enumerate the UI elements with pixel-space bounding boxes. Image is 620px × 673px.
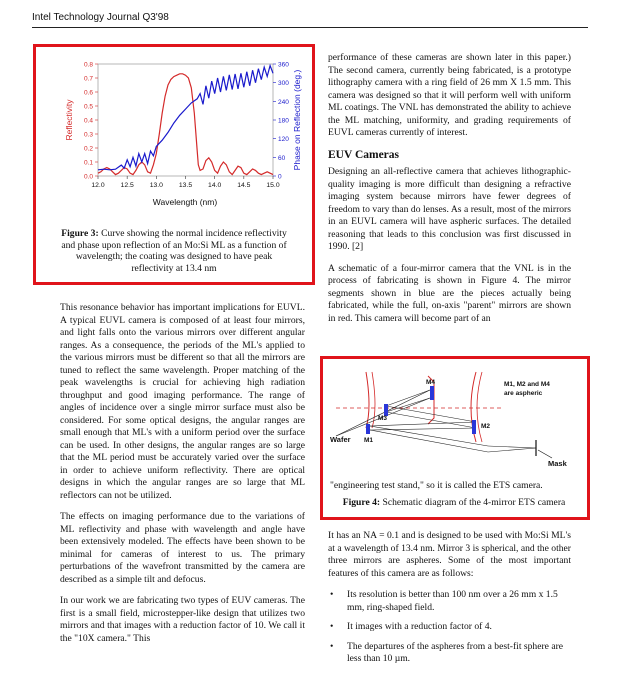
- figure-4-caption-label: Figure 4:: [342, 497, 381, 508]
- journal-header: Intel Technology Journal Q3'98: [32, 12, 169, 23]
- bullet-glyph: •: [330, 640, 334, 652]
- bullet-text: The departures of the aspheres from a best-fit sphere are less than 10 µm.: [347, 640, 564, 664]
- x-tick-label: 12.0: [91, 182, 105, 189]
- y-tick-label: 0.4: [83, 117, 93, 125]
- bullet-glyph: •: [330, 589, 334, 600]
- figure-3-chart: [40, 52, 308, 212]
- left-column: [60, 302, 305, 654]
- parent-mirror-right-inner: [477, 372, 482, 442]
- figure-3-caption: [58, 228, 290, 274]
- x-tick-label: 12.5: [120, 182, 134, 189]
- bullet-glyph: •: [330, 621, 334, 632]
- figure-4-diagram: [326, 362, 584, 474]
- y2-tick-label: 120: [278, 136, 289, 144]
- y2-tick-label: 300: [278, 80, 289, 88]
- y-tick-label: 0.2: [83, 145, 93, 153]
- y-tick-label: 0.1: [83, 159, 93, 167]
- right-paragraph-2: Designing an all-reflective camera that achieves lithographic-quality imaging is more difficult than designing a refractive imaging system because mirrors have fewer degrees of freedom to vary than do lenses. As a result, most of the mirrors in an EUVL camera will have aspheric surfaces. The detailed reasoning that leads to this conclusion was first discussed in 1990. [2]: [328, 166, 571, 252]
- right-column-upper: [328, 52, 571, 334]
- aspheric-note-line-2: are aspheric: [504, 390, 543, 397]
- left-paragraph-3: In our work we are fabricating two types of EUV cameras. The first is a small field, microstepper-like design that utilizes two mirrors and that images with a reduction factor of 10. We call it the "10X camera." This: [60, 595, 305, 644]
- y2-tick-label: 60: [278, 154, 286, 162]
- label-mask: Mask: [548, 459, 567, 468]
- continuation-text: "engineering test stand," so it is called the ETS camera.: [330, 480, 543, 491]
- reflectivity-series-line: [98, 74, 273, 175]
- figure-4-caption: [336, 497, 572, 509]
- x-axis-label: Wavelength (nm): [152, 197, 218, 207]
- left-paragraph-1: This resonance behavior has important implications for EUVL. A typical EUVL camera is composed of at least four mirrors, and light falls onto the various mirrors over different angular ranges. As a consequence, the periods of the ML's applied to the various mirrors must be different so that all the mirrors are tuned to reflect the same wavelength. Proper matching of the peak wavelengths is crucial for achieving high radiation throughput and good imaging performance. The range of angles of incidence over a single mirror surface must also be considered. For some optical designs, the angular ranges are small enough that ML's with a uniform period over the surface can be used. In other designs, the angular ranges are so large that the ML period must be accurately varied over the surface in order to achieve uniform reflectivity. There are optical designs in which the angular ranges are so large that ML reflectors can not be utilized.: [60, 302, 305, 501]
- list-item: [328, 589, 571, 614]
- figure-3-caption-text: Curve showing the normal incidence reflectivity and phase upon reflection of an Mo:Si ML as a function of wavelength; the coating was designed to have peak reflectivity at 13.4 nm: [61, 228, 287, 274]
- phase-series-line: [98, 66, 273, 170]
- parent-mirror-left-inner: [372, 372, 375, 428]
- y2-tick-label: 180: [278, 117, 289, 125]
- mask-pointer: [538, 450, 552, 458]
- label-m3: M3: [378, 415, 388, 422]
- y2-tick-label: 360: [278, 61, 289, 69]
- figure-4-caption-text: Schematic diagram of the 4-mirror ETS camera: [382, 497, 566, 508]
- y2-tick-label: 240: [278, 98, 289, 106]
- y-tick-label: 0.7: [83, 75, 93, 83]
- x-tick-label: 15.0: [266, 182, 280, 189]
- mirror-m1-segment: [366, 424, 370, 434]
- list-item: [328, 621, 571, 634]
- right-paragraph-3: A schematic of a four-mirror camera that the VNL is in the process of fabricating is shown in Figure 4. The mirror segments shown in blue are the pieces actually being fabricated, while the full, on-axis "parent" mirrors are shown in red. This camera will become part of an: [328, 262, 571, 324]
- y-tick-label: 0.3: [83, 131, 93, 139]
- label-m1: M1: [364, 437, 374, 444]
- label-wafer: Wafer: [330, 435, 351, 444]
- y-tick-label: 0.0: [83, 173, 93, 181]
- y2-tick-label: 0: [278, 173, 282, 181]
- y-tick-label: 0.8: [83, 61, 93, 69]
- y2-axis-label: Phase on Reflection (deg.): [292, 69, 302, 171]
- figure-3-caption-label: Figure 3:: [61, 228, 99, 239]
- header-rule: [32, 27, 588, 28]
- y-axis-label: Reflectivity: [64, 99, 74, 141]
- x-tick-label: 14.0: [208, 182, 222, 189]
- left-paragraph-2: The effects on imaging performance due to the variations of ML reflectivity and phase with wavelength and angle have been extensively modeled. The effects have been shown to be minimal for cameras of interest to us. The primary perturbations of the wavefront transmitted by the camera are described as a simple tilt and defocus.: [60, 511, 305, 585]
- right-paragraph-4: It has an NA = 0.1 and is designed to be used with Mo:Si ML's at a wavelength of 13.4 nm. Mirror 3 is spherical, and the other three mirrors are aspheres. Some of the most important features of this camera are as follows:: [328, 530, 571, 579]
- list-item: [328, 641, 571, 666]
- figure-4-continuation: [330, 480, 582, 493]
- y-tick-label: 0.5: [83, 103, 93, 111]
- x-tick-label: 14.5: [237, 182, 251, 189]
- label-m2: M2: [481, 423, 491, 430]
- bullet-text: Its resolution is better than 100 nm over a 26 mm x 1.5 mm, ring-shaped field.: [347, 589, 558, 613]
- mirror-m4-segment: [430, 386, 434, 400]
- x-tick-label: 13.0: [149, 182, 163, 189]
- label-m4: M4: [426, 379, 436, 386]
- right-paragraph-1: performance of these cameras are shown later in this paper.) The second camera, currently being fabricated, is a prototype lithography camera with a ring field of 26 mm X 1.5 mm. This camera was designed so that it will perform well with uniform ML coatings. The VNL has demonstrated the ability to achieve the ML matching, uniformity, and grading requirements of EUVL cameras currently of interest.: [328, 52, 571, 138]
- mirror-m2-segment: [472, 420, 476, 434]
- aspheric-note-line-1: M1, M2 and M4: [504, 381, 550, 388]
- feature-list: [328, 589, 571, 666]
- x-tick-label: 13.5: [178, 182, 193, 189]
- bullet-text: It images with a reduction factor of 4.: [347, 621, 492, 632]
- right-column-lower: [328, 530, 571, 673]
- chart-plot-area: [98, 64, 273, 176]
- parent-mirror-left: [366, 372, 369, 428]
- y-tick-label: 0.6: [83, 89, 93, 97]
- section-heading-euv-cameras: EUV Cameras: [328, 148, 400, 161]
